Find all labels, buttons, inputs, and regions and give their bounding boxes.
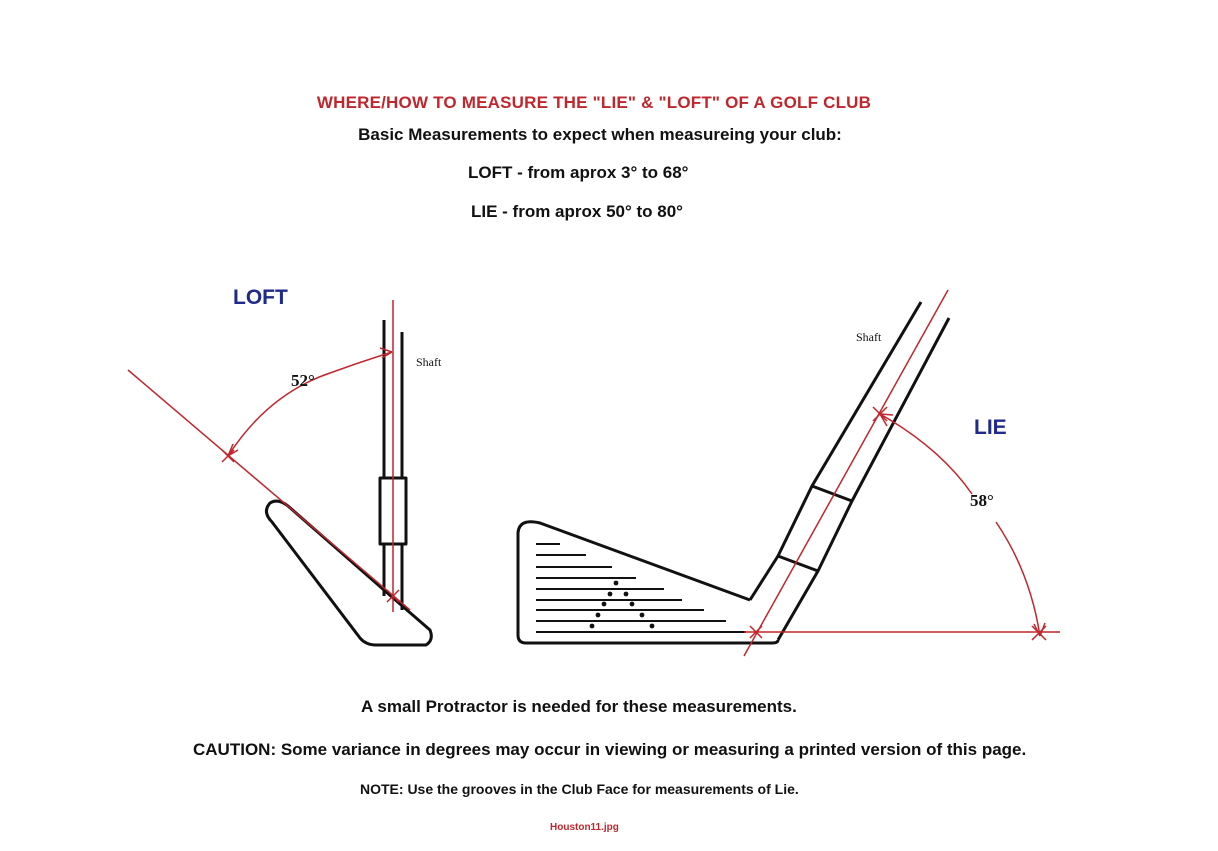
loft-range-text: LOFT - from aprox 3° to 68°	[468, 163, 689, 182]
page-subtitle: Basic Measurements to expect when measureing your club:	[358, 125, 842, 144]
loft-guide-lines	[128, 300, 410, 612]
lie-angle-label: 58°	[970, 491, 994, 510]
loft-angle-label: 52°	[291, 371, 315, 390]
loft-club-drawing	[266, 320, 431, 645]
lie-shaft-label: Shaft	[856, 330, 882, 344]
page-title: WHERE/HOW TO MEASURE THE "LIE" & "LOFT" OF A GOLF CLUB	[316, 93, 872, 112]
loft-shaft-label: Shaft	[416, 355, 442, 369]
lie-diagram-label: LIE	[974, 416, 1007, 439]
loft-diagram-label: LOFT	[233, 286, 288, 309]
lie-range-text: LIE - from aprox 50° to 80°	[471, 202, 683, 221]
image-credit: Houston11.jpg	[550, 822, 619, 833]
grooves-note: NOTE: Use the grooves in the Club Face for measurements of Lie.	[360, 781, 799, 797]
caution-note: CAUTION: Some variance in degrees may occur in viewing or measuring a printed version of this page.	[193, 740, 1027, 759]
lie-club-drawing	[518, 302, 949, 643]
lie-guide-lines	[744, 290, 1060, 656]
protractor-note: A small Protractor is needed for these measurements.	[361, 697, 797, 716]
